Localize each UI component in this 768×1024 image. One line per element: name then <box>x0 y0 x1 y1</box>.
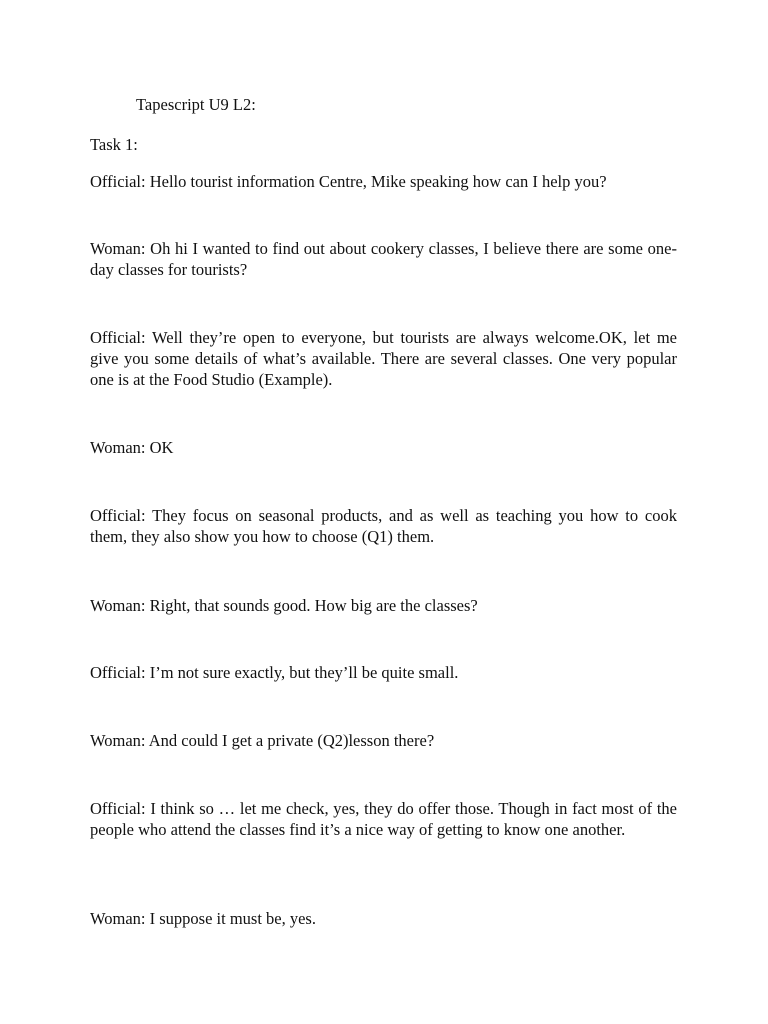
dialogue-line-official-4: Official: I’m not sure exactly, but they’ll be quite small. <box>90 663 459 682</box>
dialogue-line-woman-2: Woman: OK <box>90 438 174 457</box>
dialogue-line-official-2: Official: Well they’re open to everyone, but tourists are always welcome.OK, let me give you some details of what’s available. There are several classes. One very popular one is at the Food Studio (Example). <box>90 328 677 389</box>
document-title: Tapescript U9 L2: <box>136 95 256 114</box>
dialogue-line-woman-1: Woman: Oh hi I wanted to find out about cookery classes, I believe there are some one-day classes for tourists? <box>90 239 677 279</box>
dialogue-line-woman-4: Woman: And could I get a private (Q2)lesson there? <box>90 731 435 750</box>
task-heading: Task 1: <box>90 135 138 154</box>
dialogue-line-official-1: Official: Hello tourist information Centre, Mike speaking how can I help you? <box>90 172 607 191</box>
dialogue-line-official-3: Official: They focus on seasonal products, and as well as teaching you how to cook them, they also show you how to choose (Q1) them. <box>90 506 677 546</box>
dialogue-line-woman-5: Woman: I suppose it must be, yes. <box>90 909 316 928</box>
dialogue-line-official-5: Official: I think so … let me check, yes, they do offer those. Though in fact most of the people who attend the classes find it’s a nice way of getting to know one another. <box>90 799 677 839</box>
dialogue-line-woman-3: Woman: Right, that sounds good. How big are the classes? <box>90 596 478 615</box>
